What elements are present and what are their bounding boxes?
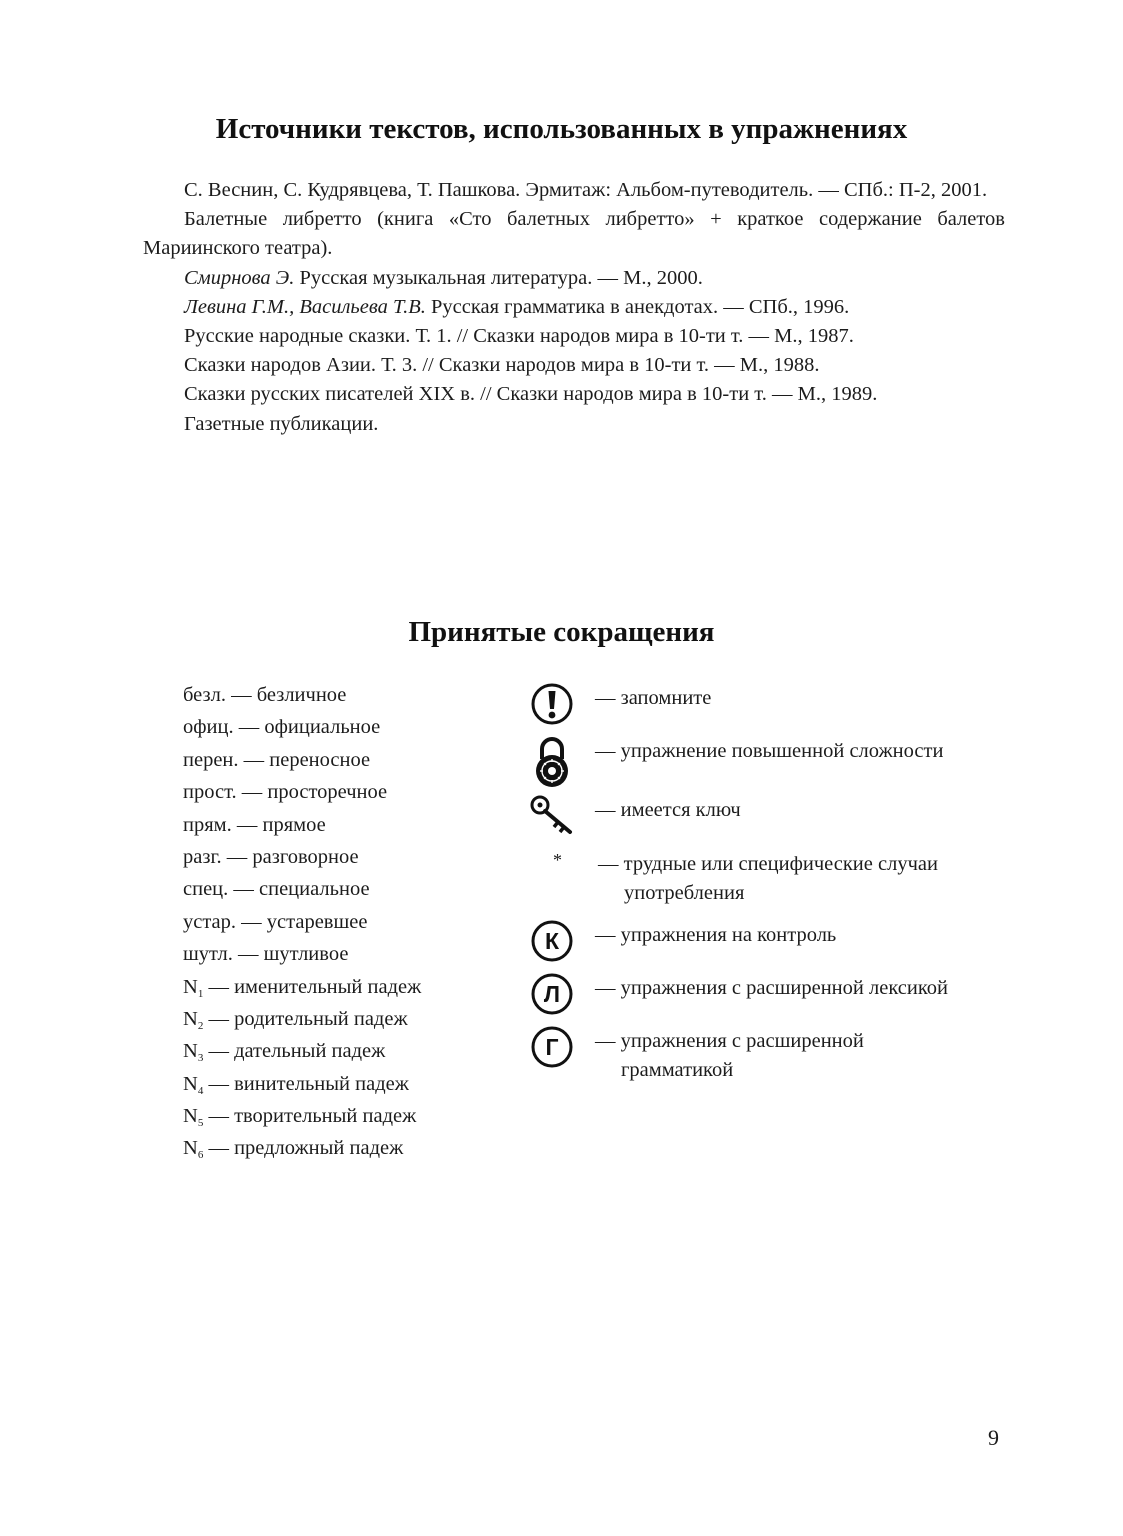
abbreviation-term: офиц.	[183, 716, 234, 739]
legend-text: — упражнение повышенной сложности	[595, 740, 944, 762]
source-entry	[143, 264, 1005, 293]
source-entry	[143, 176, 1005, 205]
abbreviation-term: N	[183, 1040, 198, 1063]
source-author: Смирнова Э.	[184, 266, 295, 289]
abbreviation-term: безл.	[183, 684, 226, 706]
sources-title: Источники текстов, использованных в упражнениях	[215, 113, 908, 145]
abbreviation-meaning: — безличное	[225, 684, 347, 706]
abbreviation-item	[183, 711, 421, 743]
letter-l-circle-icon	[526, 970, 578, 1018]
source-entry	[143, 380, 1005, 409]
source-entry	[143, 410, 1005, 439]
abbreviation-item	[183, 776, 421, 808]
abbreviation-term: N	[183, 1137, 198, 1160]
abbreviation-term: устар.	[183, 910, 237, 933]
abbreviation-item	[183, 809, 421, 841]
abbreviation-term: прям.	[183, 813, 232, 836]
icon-letter: Г	[545, 1034, 559, 1060]
abbreviation-meaning: — винительный падеж	[203, 1072, 409, 1095]
source-entry	[143, 322, 1005, 351]
abbreviation-meaning: — разговорное	[221, 845, 359, 868]
abbreviation-item	[183, 1068, 421, 1100]
legend-text	[598, 850, 1008, 908]
case-number: 6	[197, 1149, 204, 1162]
abbreviation-term: разг.	[183, 845, 222, 868]
icon-letter: Л	[543, 981, 561, 1007]
abbreviation-meaning: — дательный падеж	[203, 1040, 386, 1063]
abbreviation-term: N	[183, 975, 198, 998]
abbreviation-meaning: — шутливое	[232, 943, 349, 966]
page-number: 9	[988, 1425, 999, 1450]
abbreviation-meaning: — предложный падеж	[203, 1137, 404, 1160]
letter-g-circle-icon	[526, 1023, 578, 1071]
abbreviation-term: N	[183, 1105, 198, 1128]
case-number: 3	[197, 1052, 204, 1065]
legend-text: — запомните	[595, 687, 712, 709]
key-icon	[526, 792, 578, 840]
padlock-icon	[526, 735, 578, 791]
legend-text-line: грамматикой	[621, 1059, 734, 1081]
case-number: 1	[197, 987, 204, 1000]
abbreviation-item	[183, 841, 421, 873]
source-entry	[143, 293, 1005, 322]
abbreviation-item	[183, 938, 421, 970]
abbreviation-term: спец.	[183, 878, 229, 901]
letter-k-circle-icon	[526, 917, 578, 965]
legend-text	[595, 1027, 1005, 1085]
abbreviations-title: Принятые сокращения	[408, 616, 715, 648]
case-number: 4	[197, 1084, 204, 1097]
abbreviation-meaning: — специальное	[228, 878, 370, 901]
abbreviation-meaning: — просторечное	[236, 781, 388, 804]
abbreviation-item	[183, 1132, 421, 1164]
abbreviation-item	[183, 1003, 421, 1035]
abbreviation-meaning: — именительный падеж	[203, 975, 422, 998]
legend-text-line: — трудные или специфические случаи	[598, 853, 938, 875]
source-text: Русские народные сказки. Т. 1. // Сказки народов мира в 10-ти т. — М., 1987.	[184, 325, 854, 348]
source-text: Русская грамматика в анекдотах. — СПб., 1996.	[425, 295, 850, 318]
source-text: Газетные публикации.	[184, 412, 379, 435]
abbreviation-meaning: — прямое	[231, 813, 326, 836]
source-author: Левина Г.М., Васильева Т.В.	[184, 295, 426, 318]
abbreviation-item	[183, 744, 421, 776]
source-entry	[143, 351, 1005, 380]
source-entry	[143, 205, 1005, 263]
exclamation-circle-icon	[526, 680, 578, 728]
source-text: Балетные либретто (книга «Сто балетных либретто» + краткое содержание балетов Мариинского театра).	[143, 208, 1005, 260]
source-text: Русская музыкальная литература. — М., 2000.	[294, 266, 703, 289]
abbreviation-list	[183, 679, 421, 1165]
legend-text-line: — упражнения с расширенной	[595, 1030, 864, 1052]
asterisk-icon: *	[553, 850, 562, 870]
abbreviation-term: N	[183, 1072, 198, 1095]
abbreviation-meaning: — официальное	[233, 716, 381, 739]
abbreviation-meaning: — устаревшее	[236, 910, 368, 933]
case-number: 5	[197, 1117, 204, 1130]
legend-text: — имеется ключ	[595, 799, 741, 821]
abbreviation-item	[183, 679, 421, 711]
abbreviation-meaning: — родительный падеж	[203, 1007, 408, 1030]
legend-text: — упражнения с расширенной лексикой	[595, 977, 948, 999]
abbreviation-term: прост.	[183, 781, 237, 804]
abbreviation-item	[183, 1035, 421, 1067]
abbreviation-term: шутл.	[183, 943, 233, 966]
icon-letter: К	[544, 928, 560, 954]
abbreviation-item	[183, 1100, 421, 1132]
case-number: 2	[197, 1019, 204, 1032]
legend-text: — упражнения на контроль	[595, 924, 837, 946]
abbreviation-term: N	[183, 1007, 198, 1030]
abbreviation-term: перен.	[183, 748, 239, 771]
legend-text-line: употребления	[624, 882, 745, 904]
abbreviation-item	[183, 873, 421, 905]
abbreviation-item	[183, 906, 421, 938]
source-text: Сказки народов Азии. Т. 3. // Сказки народов мира в 10-ти т. — М., 1988.	[184, 354, 820, 377]
abbreviation-meaning: — переносное	[238, 748, 371, 771]
abbreviation-meaning: — творительный падеж	[203, 1105, 417, 1128]
sources-list	[143, 176, 1005, 439]
abbreviation-item	[183, 971, 421, 1003]
source-text: Сказки русских писателей XIX в. // Сказки народов мира в 10-ти т. — М., 1989.	[184, 383, 878, 406]
source-text: С. Веснин, С. Кудрявцева, Т. Пашкова. Эрмитаж: Альбом-путеводитель. — СПб.: П-2, 2001.	[184, 179, 988, 201]
